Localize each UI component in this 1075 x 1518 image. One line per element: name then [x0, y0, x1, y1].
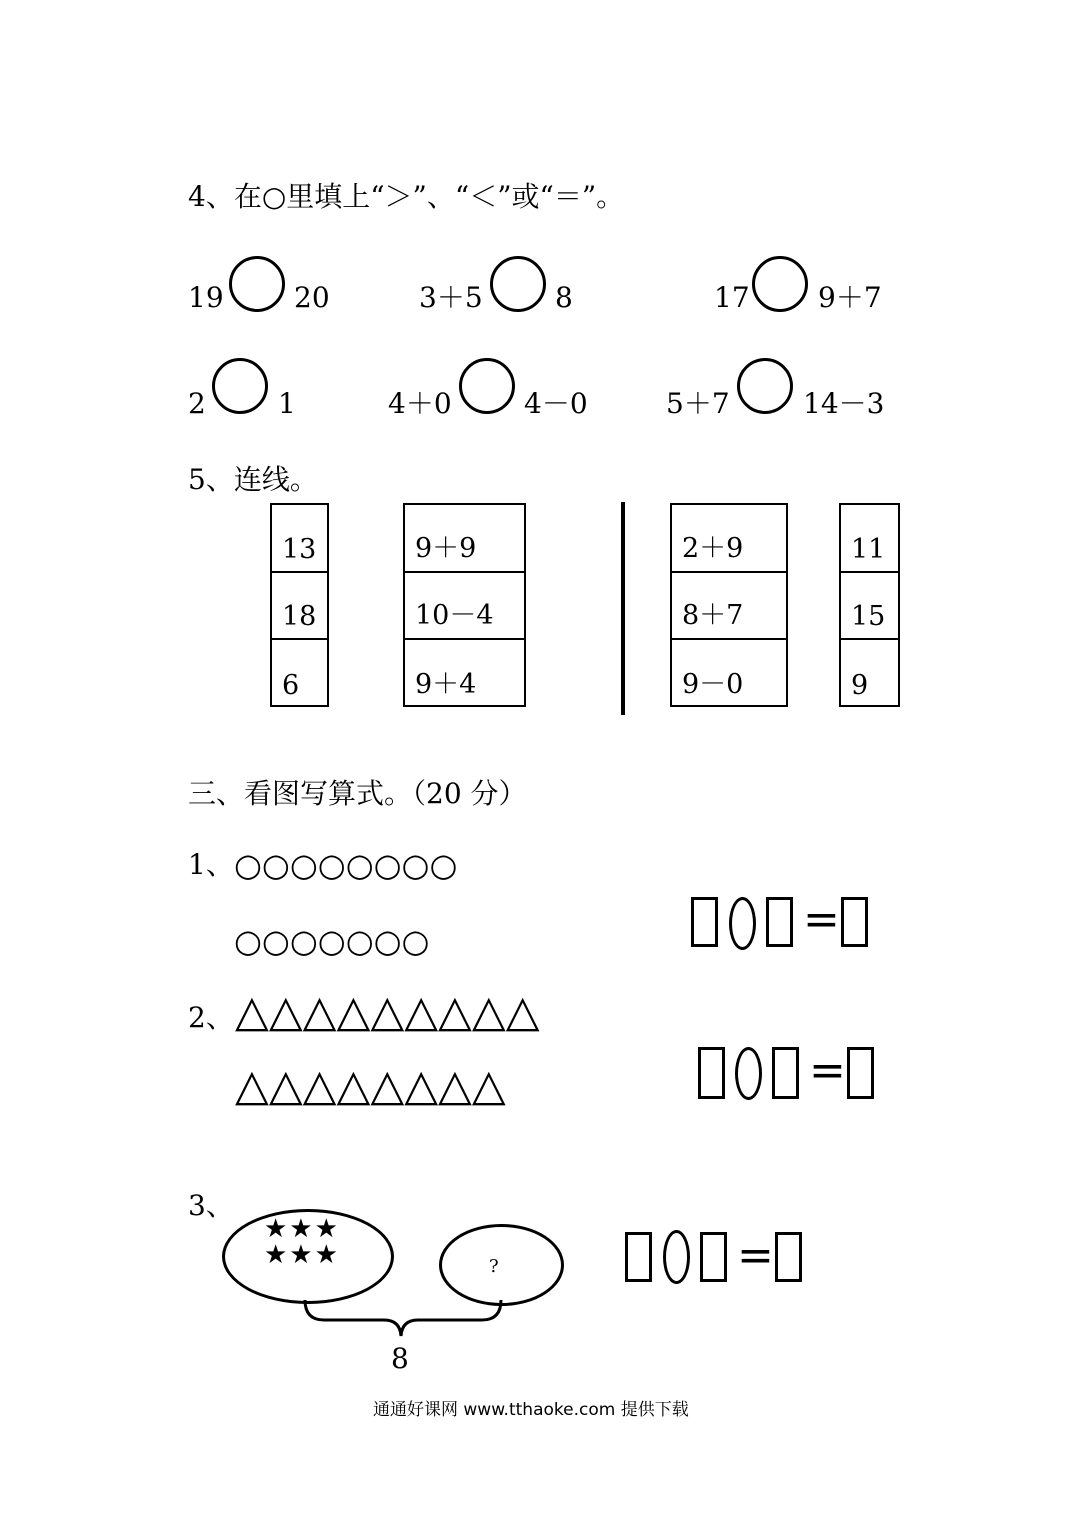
- match-cell-text: 9: [851, 670, 869, 701]
- answer-box[interactable]: [847, 1047, 874, 1099]
- answer-box[interactable]: [772, 1047, 799, 1099]
- match-cell[interactable]: [672, 640, 786, 707]
- unknown-group-ellipse: [439, 1224, 564, 1306]
- divider-line: [621, 502, 625, 715]
- match-cell[interactable]: [841, 505, 898, 573]
- match-cell-text: 9－0: [682, 669, 744, 700]
- problem-2-label: 2、: [188, 1001, 234, 1034]
- circle-row-2: ○○○○○○○: [234, 922, 430, 960]
- match-cell[interactable]: [272, 505, 327, 573]
- equals-sign: =: [803, 894, 840, 945]
- match-cell-text: 8＋7: [682, 600, 744, 631]
- match-cell[interactable]: [672, 505, 786, 573]
- compare-right: 8: [555, 281, 573, 314]
- compare-right: 9＋7: [818, 281, 882, 314]
- match-cell-text: 18: [282, 601, 317, 632]
- match-cell-text: 2＋9: [682, 533, 744, 564]
- star-row-2: ★★★: [264, 1240, 340, 1270]
- compare-circle-blank[interactable]: [737, 358, 793, 414]
- compare-circle-blank[interactable]: [459, 358, 515, 414]
- match-cell[interactable]: [405, 505, 524, 573]
- answer-box[interactable]: [766, 897, 793, 947]
- total-label: 8: [391, 1342, 409, 1375]
- operator-oval[interactable]: [663, 1230, 690, 1284]
- problem-3-label: 3、: [188, 1189, 234, 1222]
- equals-sign: =: [809, 1045, 846, 1096]
- match-cell-text: 9＋9: [415, 533, 477, 564]
- answer-box[interactable]: [691, 897, 718, 947]
- match-cell-text: 13: [282, 534, 317, 565]
- compare-circle-blank[interactable]: [490, 256, 546, 312]
- triangle-row-2: △△△△△△△△: [235, 1060, 506, 1111]
- match-cell[interactable]: [405, 640, 524, 707]
- match-cell-text: 9＋4: [415, 669, 477, 700]
- match-column-expressions-right: [670, 503, 788, 707]
- match-cell-text: 11: [851, 534, 886, 565]
- operator-oval[interactable]: [735, 1047, 762, 1100]
- match-cell[interactable]: [841, 573, 898, 640]
- triangle-row-1: △△△△△△△△△: [235, 986, 540, 1037]
- compare-circle-blank[interactable]: [212, 358, 268, 414]
- match-cell[interactable]: [841, 640, 898, 707]
- answer-box[interactable]: [775, 1232, 802, 1282]
- compare-left: 19: [188, 281, 224, 314]
- match-cell[interactable]: [672, 573, 786, 640]
- answer-box[interactable]: [625, 1232, 652, 1282]
- compare-right: 1: [278, 387, 296, 420]
- match-column-numbers-left: [270, 503, 329, 707]
- question-4-title: 4、在○里填上“＞”、“＜”或“＝”。: [188, 180, 625, 213]
- compare-left: 17: [714, 281, 750, 314]
- match-cell-text: 10－4: [415, 600, 494, 631]
- question-5-title: 5、连线。: [188, 463, 318, 496]
- footer-text: 通通好课网 www.tthaoke.com 提供下载: [373, 1400, 689, 1420]
- problem-1-label: 1、: [188, 848, 234, 881]
- match-cell[interactable]: [405, 573, 524, 640]
- match-cell[interactable]: [272, 640, 327, 707]
- match-cell[interactable]: [272, 573, 327, 640]
- compare-circle-blank[interactable]: [229, 256, 285, 312]
- compare-right: 14－3: [803, 387, 885, 420]
- match-column-expressions-left: [403, 503, 526, 707]
- compare-left: 5＋7: [666, 387, 730, 420]
- compare-left: 2: [188, 387, 206, 420]
- bracket: [300, 1296, 510, 1342]
- answer-box[interactable]: [698, 1047, 725, 1099]
- operator-oval[interactable]: [729, 897, 756, 950]
- compare-right: 20: [294, 281, 330, 314]
- equals-sign: =: [737, 1230, 774, 1281]
- compare-circle-blank[interactable]: [752, 256, 808, 312]
- match-cell-text: 15: [851, 601, 886, 632]
- match-cell-text: 6: [282, 670, 300, 701]
- compare-left: 4＋0: [388, 387, 452, 420]
- compare-left: 3＋5: [419, 281, 483, 314]
- circle-row-1: ○○○○○○○○: [234, 846, 458, 884]
- question-mark: ?: [489, 1256, 499, 1277]
- answer-box[interactable]: [700, 1232, 727, 1282]
- star-row-1: ★★★: [264, 1214, 340, 1244]
- section-3-title: 三、看图写算式。（20 分）: [188, 777, 527, 810]
- answer-box[interactable]: [841, 897, 868, 947]
- compare-right: 4－0: [524, 387, 588, 420]
- match-column-numbers-right: [839, 503, 900, 707]
